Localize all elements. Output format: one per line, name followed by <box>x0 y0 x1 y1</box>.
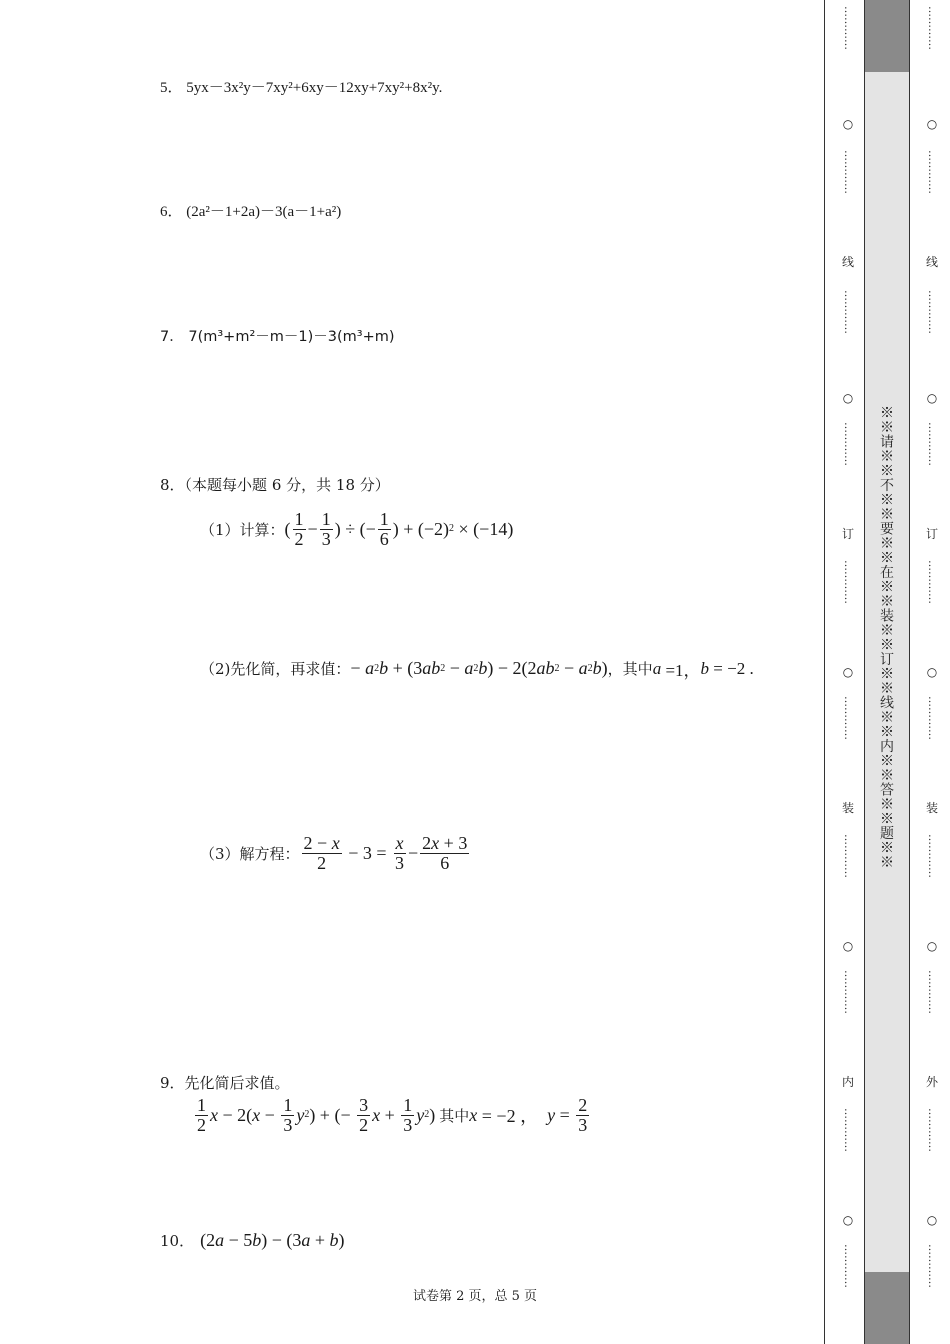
part-label: （3）解方程： <box>200 844 300 863</box>
part-label: （2)先化简，再求值： <box>200 660 351 678</box>
condition: a =1， b = −2 . <box>652 658 754 680</box>
formula: ( $\frac{1}{2}$ − $\frac{1}{3}$ ) ÷ (− $\frac{1}{6}$ ) + (−2) 2 × (−14) <box>284 509 514 549</box>
binding-dark-block-top <box>864 0 910 72</box>
formula: (2 a − 5 b ) − (3 a + b ) <box>200 1230 345 1250</box>
question-6 <box>160 200 341 221</box>
question-number: 5． <box>160 80 183 96</box>
formula: $\frac{1}{2}$ x − 2( x − $\frac{1}{3}$ y 2 ) + (− $\frac{3}{2}$ x + $\frac{1}{3}$ y 2 ) <box>197 1095 436 1135</box>
dot-leader: ………… <box>926 422 939 466</box>
circle-mark: ○ <box>926 665 938 679</box>
dot-leader: ………… <box>842 560 855 604</box>
dot-leader: ………… <box>926 1108 939 1152</box>
question-number: 6． <box>160 204 183 220</box>
dot-leader: ………… <box>842 1244 855 1288</box>
question-number: 8． <box>160 476 185 494</box>
question-number: 9． <box>160 1074 185 1092</box>
question-text: 7(m³+m²－m－1)－3(m³+m) <box>188 329 395 345</box>
circle-mark: ○ <box>842 117 854 131</box>
dot-leader: ………… <box>842 290 855 334</box>
question-7 <box>160 325 395 346</box>
question-10 <box>160 1230 345 1251</box>
question-8-part-3 <box>200 834 471 873</box>
condition-prefix: 其中 <box>439 1106 470 1125</box>
circle-mark: ○ <box>926 391 938 405</box>
dot-leader: ………… <box>842 834 855 878</box>
binding-warning: ※※请※※不※※要※※在※※装※※订※※线※※内※※答※※题※※ <box>878 405 894 869</box>
circle-mark: ○ <box>926 1213 938 1227</box>
condition-prefix: ，其中 <box>607 660 653 678</box>
question-number: 7． <box>160 329 184 345</box>
formula: $\frac{2 - x}{2}$ − 3 = $\frac{x}{3}$ − $\frac{2x + 3}{6}$ <box>303 833 468 873</box>
formula: − a 2 b + (3 ab 2 − a 2 b ) − 2(2 ab 2 − a 2 b ) <box>350 658 608 678</box>
dot-leader: ………… <box>926 290 939 334</box>
dot-leader: ………… <box>842 6 855 50</box>
marker-line: 线 <box>841 255 854 269</box>
question-header: （本题每小题 6 分，共 18 分） <box>184 476 390 494</box>
question-text: (2a²－1+2a)－3(a－1+a²) <box>186 204 342 220</box>
dot-leader: ………… <box>926 150 939 194</box>
dot-leader: ………… <box>926 696 939 740</box>
marker-outer: 外 <box>925 1075 938 1089</box>
circle-mark: ○ <box>842 391 854 405</box>
marker-mount: 装 <box>841 801 854 815</box>
dot-leader: ………… <box>926 1244 939 1288</box>
question-text: 5yx－3x²y－7xy²+6xy－12xy+7xy²+8x²y. <box>186 80 443 96</box>
dot-leader: ………… <box>842 696 855 740</box>
circle-mark: ○ <box>926 117 938 131</box>
marker-mount: 装 <box>925 801 938 815</box>
dot-leader: ………… <box>926 560 939 604</box>
circle-mark: ○ <box>926 939 938 953</box>
question-8 <box>160 474 390 495</box>
dot-leader: ………… <box>842 1108 855 1152</box>
marker-line: 线 <box>925 255 938 269</box>
question-9 <box>160 1072 290 1093</box>
question-number: 10． <box>160 1232 195 1250</box>
marker-inner: 内 <box>841 1075 854 1089</box>
question-text: 先化简后求值。 <box>184 1074 290 1092</box>
dot-leader: ………… <box>926 834 939 878</box>
dot-leader: ………… <box>842 150 855 194</box>
dot-leader: ………… <box>926 970 939 1014</box>
dot-leader: ………… <box>842 422 855 466</box>
question-8-part-2 <box>200 656 754 681</box>
question-5 <box>160 76 442 97</box>
part-label: （1）计算： <box>200 520 285 539</box>
circle-mark: ○ <box>842 939 854 953</box>
marker-binding: 订 <box>841 527 854 541</box>
page-footer: 试卷第 2 页，总 5 页 <box>412 1289 538 1304</box>
dot-leader: ………… <box>842 970 855 1014</box>
binding-dark-block-bottom <box>864 1272 910 1344</box>
condition: x = −2 ， y = $\frac{2}{3}$ <box>469 1095 588 1135</box>
binding-border-left <box>824 0 825 1344</box>
question-9-expression <box>193 1096 591 1135</box>
circle-mark: ○ <box>842 1213 854 1227</box>
question-8-part-1 <box>200 510 513 549</box>
dot-leader: ………… <box>926 6 939 50</box>
marker-binding: 订 <box>925 527 938 541</box>
circle-mark: ○ <box>842 665 854 679</box>
